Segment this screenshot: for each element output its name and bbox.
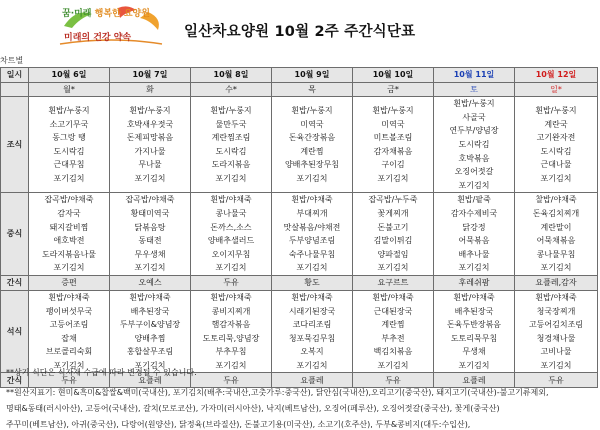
menu-item: 감자국: [57, 208, 81, 218]
menu-item: 미역국: [381, 119, 405, 129]
menu-item: 도시락김: [540, 146, 572, 156]
menu-item: 포기김치: [53, 263, 85, 273]
menu-table: [0, 67, 598, 388]
menu-item: 흰밥/누룽지: [535, 105, 577, 115]
menu-item: 흰밥/야채죽: [129, 292, 171, 302]
menu-item: 백김치볶음: [373, 347, 413, 357]
meal-cell: [191, 290, 272, 373]
menu-item: 오징어젓갈: [454, 167, 494, 177]
menu-item: 근대된장국: [373, 306, 413, 316]
menu-item: 돈육두반장볶음: [446, 320, 502, 330]
menu-item: 흰밥/누룽지: [210, 105, 252, 115]
weekday-cell: 일*: [515, 82, 598, 97]
date-cell: 10월 6일: [29, 68, 110, 83]
menu-item: 감자수제비국: [450, 208, 498, 218]
menu-item: 계란말이: [540, 222, 572, 232]
menu-item: 흰밥/팥죽: [457, 195, 491, 205]
menu-item: 콩나물국: [215, 208, 247, 218]
menu-item: 동태전: [138, 236, 162, 246]
menu-item: 배추된장국: [454, 306, 494, 316]
menu-item: 포기김치: [540, 173, 572, 183]
meal-cell: [353, 193, 434, 276]
menu-item: 근대나물: [540, 160, 572, 170]
menu-item: 숙주나물무침: [288, 249, 336, 259]
menu-item: 배추나물: [458, 249, 490, 259]
menu-item: 잡곡밥/야채죽: [44, 195, 94, 205]
menu-item: 흰밥/야채죽: [535, 292, 577, 302]
meal-cell: [434, 193, 515, 276]
menu-item: 양배추찜: [134, 333, 166, 343]
meal-label-snack: 간식: [1, 373, 29, 388]
weekday-cell: 목: [272, 82, 353, 97]
menu-item: 흰밥/야채죽: [372, 292, 414, 302]
menu-item: 포기김치: [377, 173, 409, 183]
menu-item: 콩비지찌개: [211, 306, 251, 316]
menu-item: 오이지무침: [211, 249, 251, 259]
menu-item: 꽃게찌개: [377, 208, 409, 218]
menu-item: 도시락김: [458, 139, 490, 149]
meal-cell: [272, 193, 353, 276]
menu-item: 고등어김치조림: [528, 320, 584, 330]
meal-label-breakfast: 조식: [1, 97, 29, 193]
date-cell: 10월 12일: [515, 68, 598, 83]
meal-label-dinner: 석식: [1, 290, 29, 373]
menu-item: 돈까스,소스: [210, 222, 252, 232]
menu-item: 흰밥/누룽지: [48, 105, 90, 115]
weekday-cell: 월*: [29, 82, 110, 97]
menu-item: 부대찌개: [296, 208, 328, 218]
meal-cell: [110, 97, 191, 193]
meal-cell: [353, 97, 434, 193]
date-cell: 10월 8일: [191, 68, 272, 83]
origin-text: 명태&동태(러시아산), 고등어(국내산), 갈치(모로코산), 가자미(러시아산), 낙지(베트남산), 오징어(페루산), 오징어젓갈(중국산), 꽃게(중국산): [6, 404, 500, 413]
menu-item: 흰밥/누룽지: [453, 99, 495, 109]
menu-item: 계란국: [544, 119, 568, 129]
menu-item: 양배추된장무침: [284, 160, 340, 170]
menu-item: 무생채: [462, 347, 486, 357]
weekday-header-row: [1, 82, 598, 97]
menu-item: 닭강정: [462, 222, 486, 232]
weekday-cell: 토: [434, 82, 515, 97]
menu-item: 도라지볶음: [211, 160, 251, 170]
menu-item: 황태미역국: [130, 208, 170, 218]
menu-item: 미트볼조림: [373, 133, 413, 143]
menu-item: 코다리조림: [292, 320, 332, 330]
menu-item: 계란찜: [300, 146, 324, 156]
menu-item: 맛살볶음/야채전: [283, 222, 341, 232]
menu-item: 포기김치: [134, 263, 166, 273]
menu-item: 흰밥/야채죽: [453, 292, 495, 302]
menu-item: 팽이버섯무국: [45, 306, 93, 316]
menu-item: 어묵채볶음: [536, 236, 576, 246]
menu-item: 호박볶음: [458, 153, 490, 163]
menu-item: 돈육김치찌개: [532, 208, 580, 218]
menu-item: 포기김치: [458, 360, 490, 370]
meal-cell: [29, 97, 110, 193]
menu-item: 어묵볶음: [458, 236, 490, 246]
menu-item: 닭볶음탕: [134, 222, 166, 232]
menu-item: 흰밥/야채죽: [291, 292, 333, 302]
page-title: 일산차요양원 10월 2주 주간식단표: [184, 24, 416, 40]
menu-item: 구이김: [381, 160, 405, 170]
menu-item: 감자채볶음: [373, 146, 413, 156]
subtitle: 차트별: [0, 56, 24, 65]
menu-item: 포기김치: [53, 173, 85, 183]
menu-item: 잡곡밥/누두죽: [368, 195, 418, 205]
breakfast-row: [1, 97, 598, 193]
snack-cell: 황도: [272, 275, 353, 290]
corner-label: 일시: [1, 68, 29, 83]
menu-item: 계란찜조림: [211, 133, 251, 143]
menu-item: 무우생채: [134, 249, 166, 259]
snack-cell: 두유: [29, 373, 110, 388]
menu-item: 포기김치: [134, 360, 166, 370]
menu-item: 돈제피망볶음: [126, 133, 174, 143]
meal-cell: [434, 97, 515, 193]
menu-item: 돈육간장볶음: [288, 133, 336, 143]
weekday-cell: 화: [110, 82, 191, 97]
meal-label-snack: 간식: [1, 275, 29, 290]
meal-cell: [515, 97, 598, 193]
menu-item: 포기김치: [215, 360, 247, 370]
snack-cell: 요플레: [434, 373, 515, 388]
menu-item: 청국장찌개: [536, 306, 576, 316]
menu-item: 김말이튀김: [373, 236, 413, 246]
menu-item: 도시락김: [215, 146, 247, 156]
snack-cell: 후레쉬팜: [434, 275, 515, 290]
menu-item: 소고기무국: [49, 119, 89, 129]
menu-item: 도토리묵,양념장: [202, 333, 260, 343]
logo-text-bottom: 미래의 건강 약속: [64, 33, 132, 43]
menu-item: 포기김치: [540, 360, 572, 370]
meal-cell: [272, 290, 353, 373]
date-cell: 10월 7일: [110, 68, 191, 83]
date-cell: 10월 9일: [272, 68, 353, 83]
meal-cell: [110, 193, 191, 276]
menu-item: 콩나물무침: [536, 249, 576, 259]
menu-item: 두부구이&양념장: [119, 320, 181, 330]
menu-item: 포기김치: [215, 173, 247, 183]
menu-item: 고기완자전: [536, 133, 576, 143]
menu-item: 포기김치: [458, 263, 490, 273]
menu-item: 브로콜리숙회: [45, 347, 93, 357]
menu-item: 배추된장국: [130, 306, 170, 316]
menu-item: 포기김치: [377, 263, 409, 273]
weekday-cell: 수*: [191, 82, 272, 97]
snack-cell: 두유: [353, 373, 434, 388]
menu-item: 가지나물: [134, 146, 166, 156]
meal-label-lunch: 중식: [1, 193, 29, 276]
menu-item: 미역국: [300, 119, 324, 129]
menu-item: 흰밥/누룽지: [372, 105, 414, 115]
menu-item: 오복지: [300, 347, 324, 357]
menu-item: 도라지볶음나물: [41, 249, 97, 259]
menu-item: 흰밥/야채죽: [210, 195, 252, 205]
menu-item: 포기김치: [53, 360, 85, 370]
menu-item: 양배추샐러드: [207, 236, 255, 246]
menu-item: 청포묵김무침: [288, 333, 336, 343]
menu-item: 연두부/양념장: [449, 126, 499, 136]
menu-item: 햄감자볶음: [211, 320, 251, 330]
origin-text: **원산지표기: 현미&흑미&찹쌀&백미(국내산), 포기김치(배추:국내산,고춧가루:중국산), 닭안심(국내산),오리고기(중국산), 돼지고기(국내산)-불고기류제외,: [6, 388, 549, 397]
menu-item: 돈불고기: [377, 222, 409, 232]
snack-cell: 두유: [191, 275, 272, 290]
weekday-cell: 금*: [353, 82, 434, 97]
snack-cell: 두유: [515, 373, 598, 388]
menu-item: 무나물: [138, 160, 162, 170]
notice-text: **상기 식단은 식자재 수급에 따라 변경될 수 있습니다.: [6, 368, 197, 377]
meal-cell: [29, 290, 110, 373]
snack-cell: 요플레: [110, 373, 191, 388]
menu-item: 포기김치: [377, 360, 409, 370]
menu-item: 포기김치: [296, 360, 328, 370]
menu-item: 포기김치: [458, 180, 490, 190]
menu-item: 부추전: [381, 333, 405, 343]
snack-cell: 증편: [29, 275, 110, 290]
snack-cell: 요플레,감자: [515, 275, 598, 290]
snack-cell: 요플레: [272, 373, 353, 388]
menu-item: 동그랑 땡: [52, 133, 86, 143]
menu-item: 시래기된장국: [288, 306, 336, 316]
menu-item: 흰밥/야채죽: [48, 292, 90, 302]
menu-item: 애호박전: [53, 236, 85, 246]
meal-cell: [29, 193, 110, 276]
menu-item: 고등어조림: [49, 320, 89, 330]
logo: [58, 4, 166, 50]
meal-cell: [110, 290, 191, 373]
menu-item: 잡곡밥/야채죽: [125, 195, 175, 205]
meal-cell: [515, 193, 598, 276]
logo-text-top: 꿈·미래 행복한 요양원: [62, 9, 150, 19]
menu-item: 두부양념조림: [288, 236, 336, 246]
menu-item: 포기김치: [296, 263, 328, 273]
lunch-row: [1, 193, 598, 276]
menu-item: 도시락김: [53, 146, 85, 156]
meal-cell: [353, 290, 434, 373]
meal-cell: [191, 97, 272, 193]
dinner-row: [1, 290, 598, 373]
menu-item: 포기김치: [540, 263, 572, 273]
menu-item: 돼지갈비찜: [49, 222, 89, 232]
menu-item: 청경채나물: [536, 333, 576, 343]
menu-item: 계란찜: [381, 320, 405, 330]
header: [0, 0, 600, 50]
menu-item: 찰밥/야채죽: [535, 195, 577, 205]
menu-item: 흰밥/누룽지: [291, 105, 333, 115]
menu-item: 잡채: [61, 333, 77, 343]
menu-item: 포기김치: [215, 263, 247, 273]
menu-item: 부추무침: [215, 347, 247, 357]
menu-item: 사골국: [462, 112, 486, 122]
menu-item: 도토리묵무침: [450, 333, 498, 343]
origin-text: 주꾸미(베트남산), 아귀(중국산), 다랑어(원양산), 닭정육(브라질산), 돈불고기용(미국산), 소고기(호주산), 두부&콩비지(대두:수입산),: [6, 420, 471, 429]
date-cell: 10월 10일: [353, 68, 434, 83]
menu-item: 흰밥/야채죽: [210, 292, 252, 302]
menu-item: 양파절임: [377, 249, 409, 259]
menu-item: 고비나물: [540, 347, 572, 357]
meal-cell: [434, 290, 515, 373]
menu-item: 흰밥/누룽지: [129, 105, 171, 115]
snack-cell: 오예스: [110, 275, 191, 290]
menu-item: 포기김치: [134, 173, 166, 183]
menu-item: 흰밥/야채죽: [291, 195, 333, 205]
menu-item: 포기김치: [296, 173, 328, 183]
menu-item: 물만두국: [215, 119, 247, 129]
menu-item: 호박새우젓국: [126, 119, 174, 129]
snack-cell: 요구르트: [353, 275, 434, 290]
date-header-row: [1, 68, 598, 83]
snack-cell: 두유: [191, 373, 272, 388]
menu-item: 근대무침: [53, 160, 85, 170]
menu-item: 홍합살무조림: [126, 347, 174, 357]
meal-cell: [515, 290, 598, 373]
date-cell: 10월 11일: [434, 68, 515, 83]
meal-cell: [272, 97, 353, 193]
corner-label-lower: [1, 82, 29, 97]
meal-cell: [191, 193, 272, 276]
snack-row-1: [1, 275, 598, 290]
